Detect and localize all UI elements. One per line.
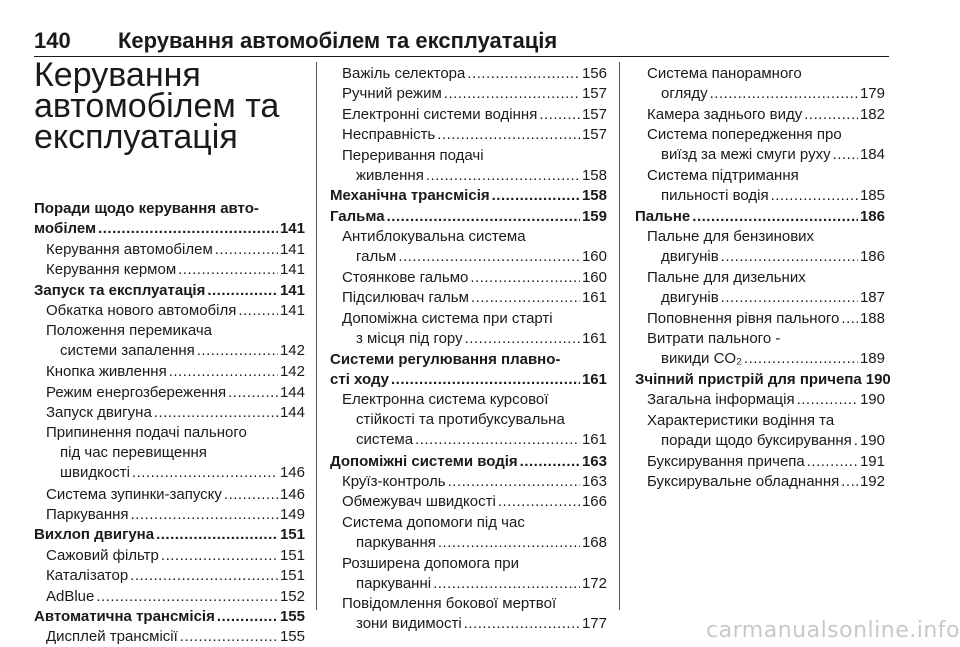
toc-entry-label: гальм (356, 248, 397, 266)
dot-leader (207, 281, 278, 301)
toc-page-number: 146 (279, 485, 305, 503)
toc-entry-label: поради щодо буксирування (661, 431, 852, 449)
toc-entry-label: пильності водія (661, 187, 769, 204)
dot-leader (161, 546, 278, 566)
toc-page-number: 177 (581, 615, 607, 633)
toc-entry-line: Поради щодо керування авто- (34, 200, 259, 217)
toc-page-number: 179 (859, 85, 885, 102)
toc-entry[interactable] (34, 199, 305, 239)
dot-leader (169, 362, 278, 382)
toc-page-number: 160 (581, 269, 607, 286)
toc-page-number: 190 (859, 391, 885, 409)
toc-entry-label: Ручний режим (342, 85, 442, 103)
column-divider (619, 62, 620, 610)
toc-page-number: 188 (859, 309, 885, 327)
toc-entry[interactable] (342, 64, 607, 84)
dot-leader (438, 533, 580, 553)
toc-entry-line: Розширена допомога при (342, 554, 519, 572)
dot-leader (398, 247, 580, 267)
dot-leader (498, 492, 580, 512)
toc-entry-label: Паркування (46, 506, 129, 523)
dot-leader (96, 587, 278, 607)
dot-leader (854, 431, 858, 451)
toc-entry[interactable] (330, 350, 607, 390)
column-divider (316, 62, 317, 610)
toc-page-number: 157 (581, 126, 607, 144)
toc-page-number: 152 (279, 587, 305, 605)
toc-entry-label: Режим енергозбереження (46, 383, 227, 401)
toc-entry-label: мобілем (34, 220, 97, 237)
toc-entry-label: Запуск двигуна (46, 404, 152, 421)
toc-entry[interactable] (342, 105, 607, 125)
dot-leader (721, 247, 858, 267)
toc-page-number: 168 (581, 533, 607, 551)
toc-entry-line: під час перевищення (60, 444, 207, 462)
toc-entry-label: Поповнення рівня пального (647, 309, 840, 327)
toc-page-number: 191 (859, 452, 885, 470)
toc-entry-label: Буксирувальне обладнання (647, 473, 840, 490)
toc-entry[interactable] (34, 607, 305, 627)
toc-page-number: 157 (581, 85, 607, 103)
toc-page-number: 186 (859, 248, 885, 266)
toc-page-number: 156 (581, 65, 607, 82)
dot-leader (178, 260, 278, 280)
toc-entry-label: Буксирування причепа (647, 452, 805, 470)
toc-page-number: 186 (859, 207, 885, 225)
toc-entry-line: Система попередження про (647, 126, 842, 144)
toc-entry[interactable] (647, 166, 885, 206)
toc-entry[interactable] (647, 390, 885, 410)
toc-entry-label: паркуванні (356, 574, 432, 592)
toc-entry[interactable] (635, 370, 891, 390)
toc-page-number: 187 (859, 289, 885, 306)
toc-entry-label: Камера заднього виду (647, 105, 803, 123)
toc-page-number: 142 (279, 363, 305, 381)
toc-page-number: 141 (279, 220, 305, 237)
toc-entry-label: Допоміжні системи водія (330, 452, 518, 470)
toc-entry[interactable] (46, 240, 305, 260)
toc-entry[interactable] (647, 452, 885, 472)
toc-entry-label: Автоматична трансмісія (34, 608, 215, 625)
toc-entry-line: Електронна система курсової (342, 391, 549, 409)
toc-page-number: 161 (581, 329, 607, 347)
toc-entry-label: Електронні системи водіння (342, 105, 538, 123)
toc-page-number: 151 (279, 567, 305, 585)
toc-entry[interactable] (342, 513, 607, 553)
toc-page-number: 160 (581, 248, 607, 266)
toc-entry[interactable] (647, 268, 885, 308)
toc-page-number: 190 (859, 431, 885, 449)
dot-leader (131, 505, 278, 525)
toc-entry[interactable] (647, 472, 885, 492)
toc-page-number: 192 (859, 473, 885, 490)
dot-leader (470, 268, 580, 288)
toc-entry[interactable] (46, 546, 305, 566)
toc-entry[interactable] (342, 594, 607, 634)
toc-entry-label: паркування (356, 533, 436, 551)
toc-entry-label: Круїз-контроль (342, 473, 446, 490)
dot-leader (426, 166, 580, 186)
toc-entry[interactable] (330, 186, 607, 206)
toc-entry[interactable] (46, 587, 305, 607)
toc-entry-label: Стоянкове гальмо (342, 269, 469, 286)
toc-entry-label: Зчіпний пристрій для причепа (635, 371, 862, 388)
toc-entry-label: Каталізатор (46, 567, 129, 585)
toc-page-number: 161 (581, 370, 607, 388)
toc-entry-line: Витрати пального - (647, 330, 781, 348)
toc-page-number: 166 (581, 493, 607, 511)
dot-leader (807, 452, 858, 472)
toc-entry-label: Обкатка нового автомобіля (46, 302, 237, 319)
toc-entry[interactable] (46, 260, 305, 280)
toc-page-number: 182 (859, 105, 885, 123)
toc-entry-line: Пальне для бензинових (647, 228, 815, 246)
dot-leader (415, 430, 580, 450)
toc-page-number: 158 (581, 187, 607, 205)
toc-entry-line: стійкості та протибуксувальна (356, 411, 565, 429)
toc-entry[interactable] (342, 146, 607, 186)
toc-entry[interactable] (34, 281, 305, 301)
toc-entry-line: Антиблокувальна система (342, 228, 526, 246)
toc-entry[interactable] (342, 472, 607, 492)
dot-leader (797, 390, 858, 410)
toc-entry[interactable] (647, 309, 885, 329)
toc-entry[interactable] (46, 362, 305, 382)
dot-leader (744, 349, 858, 369)
dot-leader (391, 370, 580, 390)
dot-leader (433, 574, 580, 594)
toc-page-number: 184 (859, 146, 885, 164)
toc-entry-label: Сажовий фільтр (46, 546, 159, 564)
toc-page-number: 141 (279, 240, 305, 258)
toc-page-number: 172 (581, 574, 607, 592)
dot-leader (156, 525, 278, 545)
dot-leader (841, 472, 858, 492)
toc-page-number: 142 (279, 342, 305, 360)
toc-entry-label: Гальма (330, 207, 385, 225)
dot-leader (841, 309, 858, 329)
toc-page-number: 146 (279, 464, 305, 482)
dot-leader (471, 288, 580, 308)
toc-entry[interactable] (34, 525, 305, 545)
dot-leader (464, 614, 580, 634)
toc-entry[interactable] (330, 207, 607, 227)
toc-entry[interactable] (342, 288, 607, 308)
toc-page-number: 185 (859, 187, 885, 204)
toc-page-number: 141 (279, 261, 305, 279)
toc-page-number: 151 (279, 546, 305, 564)
toc-entry-label: AdBlue (46, 587, 95, 605)
toc-entry[interactable] (647, 64, 885, 104)
toc-entry[interactable] (647, 227, 885, 267)
toc-entry[interactable] (342, 84, 607, 104)
watermark: carmanualsonline.info (706, 618, 960, 643)
toc-page-number: 155 (279, 608, 305, 625)
toc-page-number: 161 (581, 289, 607, 307)
toc-page-number: 189 (859, 350, 885, 368)
toc-page-number: 149 (279, 506, 305, 523)
toc-entry-label: Обмежувач швидкості (342, 493, 496, 511)
dot-leader (492, 186, 580, 206)
toc-entry-line: Припинення подачі пального (46, 424, 247, 442)
toc-entry[interactable] (647, 125, 885, 165)
toc-entry[interactable] (342, 390, 607, 450)
section-title: Керування автомобілем та експлуатація (34, 56, 280, 156)
dot-leader (721, 288, 858, 308)
toc-entry[interactable] (635, 207, 885, 227)
toc-entry-line: Переривання подачі (342, 146, 484, 164)
toc-page-number: 144 (279, 404, 305, 421)
toc-entry-line: Система допомоги під час (342, 513, 525, 531)
dot-leader (467, 64, 580, 84)
toc-entry-label: огляду (661, 85, 708, 102)
toc-page-number: 163 (581, 473, 607, 490)
toc-entry-label: Керування автомобілем (46, 240, 213, 258)
dot-leader (238, 301, 278, 321)
toc-entry[interactable] (46, 403, 305, 423)
page-header (34, 26, 889, 57)
toc-entry-label: сті ходу (330, 370, 390, 388)
dot-leader (804, 105, 858, 125)
dot-leader (132, 463, 278, 483)
toc-entry-label: Підсилювач гальм (342, 289, 469, 307)
dot-leader (98, 219, 278, 239)
toc-entry[interactable] (342, 125, 607, 145)
toc-entry[interactable] (46, 321, 305, 361)
toc-entry[interactable] (46, 627, 305, 647)
toc-entry[interactable] (46, 301, 305, 321)
toc-page-number: 161 (581, 431, 607, 449)
page-number: 140 (34, 28, 71, 53)
dot-leader (833, 145, 858, 165)
dot-leader (228, 383, 278, 403)
dot-leader (154, 403, 278, 423)
dot-leader (217, 607, 278, 627)
dot-leader (448, 472, 580, 492)
dot-leader (180, 627, 278, 647)
dot-leader (215, 240, 278, 260)
toc-entry[interactable] (46, 423, 305, 483)
dot-leader (692, 207, 858, 227)
toc-entry-line: Допоміжна система при старті (342, 309, 553, 327)
toc-entry-label: двигунів (661, 248, 719, 266)
header-title: Керування автомобілем та експлуатація (118, 28, 558, 53)
toc-entry[interactable] (46, 566, 305, 586)
toc-page-number: 190 (865, 371, 891, 388)
toc-entry-label: Несправність (342, 126, 436, 144)
toc-entry[interactable] (647, 105, 885, 125)
toc-page-number: 159 (581, 207, 607, 225)
toc-entry-line: Повідомлення бокової мертвої (342, 595, 557, 613)
toc-page-number: 144 (279, 383, 305, 401)
dot-leader (710, 84, 858, 104)
toc-entry-label: викиди CO₂ (661, 350, 742, 368)
toc-entry[interactable] (46, 383, 305, 403)
toc-entry[interactable] (342, 227, 607, 267)
dot-leader (465, 329, 580, 349)
toc-entry-label: живлення (356, 166, 424, 184)
toc-entry-line: Пальне для дизельних (647, 269, 806, 286)
dot-leader (437, 125, 580, 145)
toc-entry-label: Дисплей трансмісії (46, 628, 178, 646)
toc-entry-line: Система панорамного (647, 65, 802, 82)
toc-entry[interactable] (342, 554, 607, 594)
dot-leader (224, 485, 278, 505)
toc-entry[interactable] (46, 485, 305, 505)
toc-entry-label: Кнопка живлення (46, 363, 167, 381)
dot-leader (771, 186, 858, 206)
toc-entry-label: виїзд за межі смуги руху (661, 146, 831, 164)
toc-entry-label: Вихлоп двигуна (34, 526, 155, 544)
toc-entry[interactable] (647, 329, 885, 369)
toc-entry-label: Система зупинки-запуску (46, 485, 222, 503)
toc-entry[interactable] (330, 452, 607, 472)
dot-leader (520, 452, 580, 472)
toc-entry[interactable] (46, 505, 305, 525)
toc-entry-label: система (356, 431, 414, 449)
toc-page-number: 163 (581, 452, 607, 470)
toc-entry-label: швидкості (60, 464, 130, 482)
toc-entry[interactable] (342, 492, 607, 512)
toc-entry-label: двигунів (661, 289, 719, 306)
toc-entry-label: Керування кермом (46, 261, 177, 279)
toc-entry[interactable] (647, 411, 885, 451)
toc-page-number: 151 (279, 526, 305, 544)
toc-entry-label: Механічна трансмісія (330, 187, 490, 205)
dot-leader (539, 105, 580, 125)
toc-entry[interactable] (342, 268, 607, 288)
dot-leader (444, 84, 580, 104)
toc-entry-label: зони видимості (356, 615, 462, 633)
dot-leader (197, 341, 278, 361)
toc-entry-line: Характеристики водіння та (647, 411, 835, 429)
toc-page-number: 141 (279, 302, 305, 319)
toc-entry-line: Система підтримання (647, 167, 799, 184)
toc-entry[interactable] (342, 309, 607, 349)
toc-entry-label: системи запалення (60, 342, 195, 360)
toc-page-number: 158 (581, 166, 607, 184)
toc-entry-label: Загальна інформація (647, 391, 795, 409)
toc-entry-line: Системи регулювання плавно- (330, 350, 561, 368)
toc-entry-line: Положення перемикача (46, 322, 213, 340)
toc-entry-label: Важіль селектора (342, 65, 466, 82)
toc-page-number: 157 (581, 105, 607, 123)
dot-leader (387, 207, 580, 227)
toc-entry-label: з місця під гору (356, 329, 463, 347)
toc-page-number: 141 (279, 281, 305, 299)
toc-entry-label: Запуск та експлуатація (34, 281, 206, 299)
toc-page-number: 155 (279, 628, 305, 646)
dot-leader (130, 566, 278, 586)
toc-entry-label: Пальне (635, 207, 691, 225)
